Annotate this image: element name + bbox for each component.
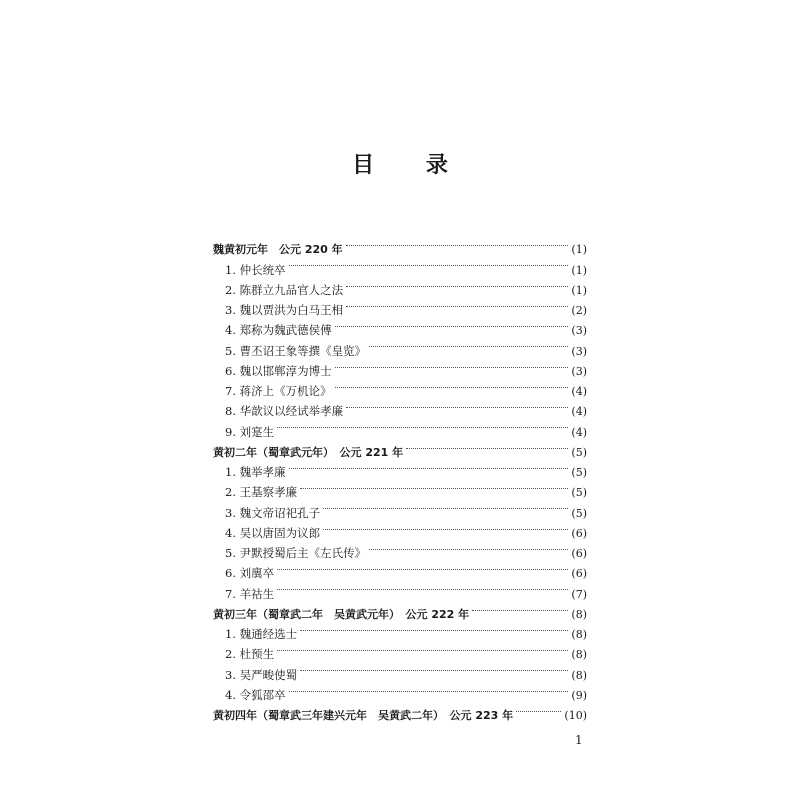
toc-entry-title: 5. 尹默授蜀后主《左氏传》 (225, 546, 367, 560)
toc-entry-page: (3) (571, 324, 587, 338)
toc-entry-page: (5) (571, 506, 587, 520)
toc-entry-title: 2. 陈群立九品官人之法 (225, 282, 344, 297)
toc-entry-title: 3. 吴严畯使蜀 (225, 667, 298, 682)
toc-entry-page: (9) (571, 688, 587, 702)
dot-leader (277, 638, 568, 658)
toc-entry-page: (8) (571, 668, 587, 682)
toc-entry-page: (6) (571, 547, 587, 560)
toc-entry-page: (6) (571, 526, 587, 540)
toc-entry-page: (6) (571, 567, 587, 581)
toc-entry-page: (8) (571, 607, 587, 621)
toc-entry-title: 2. 王基察孝廉 (225, 485, 298, 500)
toc-entry-page: (8) (571, 628, 587, 641)
dot-leader (346, 294, 568, 314)
toc-entry-page: (5) (571, 486, 587, 500)
dot-leader (346, 233, 569, 253)
dot-leader (289, 679, 569, 699)
toc-entry-page: (10) (564, 709, 587, 722)
toc-entry-page: (8) (571, 648, 587, 662)
toc-entry-page: (3) (571, 344, 587, 358)
toc-entry-title: 7. 羊祜生 (225, 586, 275, 601)
toc-entry-page: (2) (571, 304, 587, 317)
toc-entry-title: 3. 魏文帝诏祀孔子 (225, 505, 321, 520)
dot-leader (346, 395, 568, 415)
dot-leader (289, 253, 569, 273)
dot-leader (335, 375, 569, 395)
dot-leader (369, 334, 568, 354)
dot-leader (406, 436, 568, 456)
toc-entry-page: (4) (571, 425, 587, 439)
toc-entry-page: (4) (571, 405, 587, 419)
dot-leader (300, 476, 568, 496)
page-title: 目 录 (352, 153, 470, 178)
dot-leader (300, 618, 568, 638)
dot-leader (277, 415, 568, 435)
dot-leader (346, 274, 568, 294)
toc-entry-title: 6. 魏以邯郸淳为博士 (225, 363, 332, 378)
dot-leader (289, 456, 569, 476)
dot-leader (335, 355, 569, 375)
toc-entry-title: 黄初二年（蜀章武元年） 公元 221 年 (213, 445, 404, 459)
toc-entry-title: 魏黄初元年 公元 220 年 (213, 243, 343, 257)
toc-entry-title: 5. 曹丕诏王象等撰《皇览》 (225, 343, 367, 358)
toc-entry-page: (7) (571, 587, 587, 601)
dot-leader (472, 598, 568, 618)
toc-entry-title: 1. 仲长统卒 (225, 262, 286, 277)
dot-leader (323, 517, 568, 537)
toc-entry-page: (5) (571, 466, 587, 479)
toc-entry-title: 8. 华歆议以经试举孝廉 (225, 404, 344, 419)
toc-entry-title: 4. 郑称为魏武德侯傅 (225, 323, 332, 338)
toc-section-heading[interactable] (213, 233, 587, 257)
toc-entry-page: (4) (571, 385, 587, 398)
toc-entry-title: 9. 刘寔生 (225, 424, 275, 439)
toc-entry-page: (1) (571, 283, 587, 297)
toc-entry-title: 3. 魏以贾洪为白马王相 (225, 303, 344, 317)
toc-entry-title: 4. 吴以唐固为议郎 (225, 525, 321, 540)
toc-entry-page: (1) (571, 243, 587, 257)
table-of-contents (213, 233, 587, 722)
toc-entry-page: (5) (571, 445, 587, 459)
toc-entry-title: 2. 杜预生 (225, 647, 275, 662)
toc-entry-title: 黄初四年（蜀章武三年建兴元年 吴黄武二年） 公元 223 年 (213, 709, 514, 722)
toc-entry-title: 6. 刘廙卒 (225, 566, 275, 581)
dot-leader (300, 658, 568, 678)
toc-entry-title: 7. 蒋济上《万机论》 (225, 384, 332, 398)
dot-leader (277, 577, 568, 597)
page-number: 1 (575, 733, 583, 747)
dot-leader (516, 699, 561, 719)
toc-entry-page: (3) (571, 364, 587, 378)
dot-leader (335, 314, 569, 334)
dot-leader (369, 537, 568, 557)
toc-entry-page: (1) (571, 263, 587, 277)
toc-entry-title: 4. 令狐邵卒 (225, 687, 286, 702)
dot-leader (323, 496, 568, 516)
toc-entry-title: 1. 魏举孝廉 (225, 465, 286, 479)
dot-leader (277, 557, 568, 577)
toc-entry-title: 1. 魏通经选士 (225, 627, 298, 641)
toc-entry-title: 黄初三年（蜀章武二年 吴黄武元年） 公元 222 年 (213, 607, 470, 621)
